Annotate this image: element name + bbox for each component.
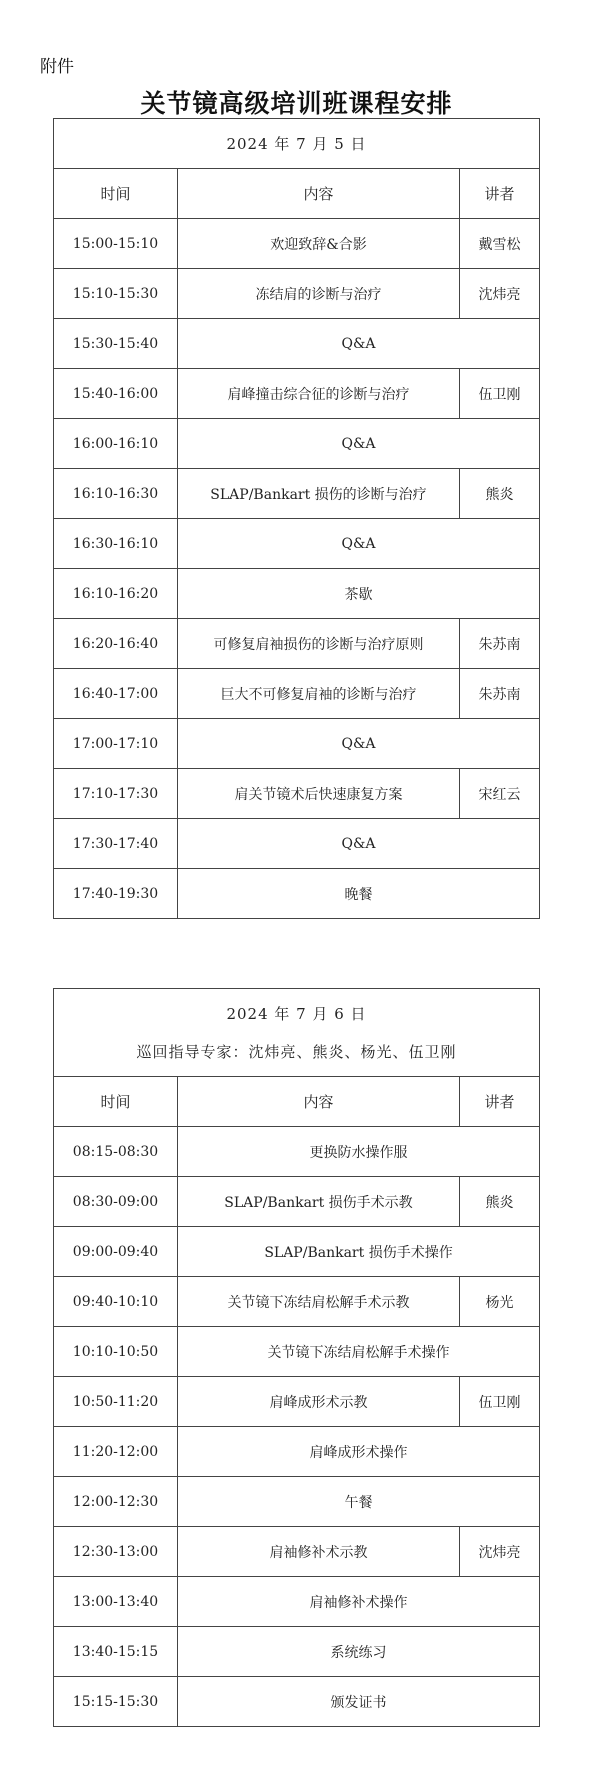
table-row — [54, 1377, 540, 1427]
content-cell: 巨大不可修复肩袖的诊断与治疗 — [178, 669, 460, 719]
table-row — [54, 819, 540, 869]
inspection-experts: 巡回指导专家：沈炜亮、熊炎、杨光、伍卫刚 — [136, 1042, 457, 1061]
content-cell: 关节镜下冻结肩松解手术示教 — [178, 1277, 460, 1327]
date-text: 2024 年 7 月 6 日 — [226, 1004, 367, 1023]
page-title: 关节镜高级培训班课程安排 — [140, 89, 453, 118]
content-cell: Q&A — [178, 319, 540, 369]
content-cell: 可修复肩袖损伤的诊断与治疗原则 — [178, 619, 460, 669]
header-speaker: 讲者 — [460, 1077, 540, 1127]
table-row — [54, 219, 540, 269]
time-cell: 17:30-17:40 — [54, 819, 178, 869]
time-cell: 16:10-16:30 — [54, 469, 178, 519]
table-row — [54, 1677, 540, 1727]
table-row — [54, 1527, 540, 1577]
table-row — [54, 319, 540, 369]
content-cell: 欢迎致辞&合影 — [178, 219, 460, 269]
time-cell: 11:20-12:00 — [54, 1427, 178, 1477]
time-cell: 15:10-15:30 — [54, 269, 178, 319]
table-row — [54, 1577, 540, 1627]
content-cell: Q&A — [178, 419, 540, 469]
time-cell: 15:15-15:30 — [54, 1677, 178, 1727]
table-row — [54, 269, 540, 319]
time-cell: 15:30-15:40 — [54, 319, 178, 369]
time-cell: 12:00-12:30 — [54, 1477, 178, 1527]
content-cell: SLAP/Bankart 损伤手术示教 — [178, 1177, 460, 1227]
content-cell: 更换防水操作服 — [178, 1127, 540, 1177]
time-cell: 16:30-16:10 — [54, 519, 178, 569]
date-row — [54, 119, 540, 169]
speaker-cell: 宋红云 — [460, 769, 540, 819]
time-cell: 16:10-16:20 — [54, 569, 178, 619]
content-cell: 系统练习 — [178, 1627, 540, 1677]
table-row — [54, 1177, 540, 1227]
table-row — [54, 569, 540, 619]
content-cell: 肩袖修补术操作 — [178, 1577, 540, 1627]
time-cell: 15:00-15:10 — [54, 219, 178, 269]
time-cell: 08:15-08:30 — [54, 1127, 178, 1177]
time-cell: 13:40-15:15 — [54, 1627, 178, 1677]
header-time: 时间 — [54, 169, 178, 219]
speaker-cell: 沈炜亮 — [460, 269, 540, 319]
table-row — [54, 1327, 540, 1377]
time-cell: 17:10-17:30 — [54, 769, 178, 819]
speaker-cell: 朱苏南 — [460, 619, 540, 669]
time-cell: 15:40-16:00 — [54, 369, 178, 419]
table-row — [54, 669, 540, 719]
content-cell: 肩峰成形术示教 — [178, 1377, 460, 1427]
content-cell: Q&A — [178, 819, 540, 869]
time-cell: 12:30-13:00 — [54, 1527, 178, 1577]
content-cell: 肩峰成形术操作 — [178, 1427, 540, 1477]
table-row — [54, 719, 540, 769]
date-row — [54, 989, 540, 1077]
schedule-table-day2 — [53, 988, 540, 1727]
table-row — [54, 1127, 540, 1177]
header-speaker: 讲者 — [460, 169, 540, 219]
table-row — [54, 619, 540, 669]
table-row — [54, 519, 540, 569]
speaker-cell: 戴雪松 — [460, 219, 540, 269]
content-cell: Q&A — [178, 519, 540, 569]
content-cell: 肩关节镜术后快速康复方案 — [178, 769, 460, 819]
table-row — [54, 1227, 540, 1277]
time-cell: 10:10-10:50 — [54, 1327, 178, 1377]
content-cell: 肩袖修补术示教 — [178, 1527, 460, 1577]
time-cell: 16:00-16:10 — [54, 419, 178, 469]
time-cell: 08:30-09:00 — [54, 1177, 178, 1227]
time-cell: 16:40-17:00 — [54, 669, 178, 719]
table-row — [54, 769, 540, 819]
table-row — [54, 1477, 540, 1527]
table-row — [54, 1277, 540, 1327]
content-cell: SLAP/Bankart 损伤手术操作 — [178, 1227, 540, 1277]
speaker-cell: 伍卫刚 — [460, 1377, 540, 1427]
table-row — [54, 369, 540, 419]
speaker-cell: 杨光 — [460, 1277, 540, 1327]
content-cell: 午餐 — [178, 1477, 540, 1527]
date-cell — [54, 989, 540, 1077]
header-row — [54, 169, 540, 219]
table-row — [54, 1427, 540, 1477]
content-cell: Q&A — [178, 719, 540, 769]
date-cell: 2024 年 7 月 5 日 — [54, 119, 540, 169]
schedule-table-day1 — [53, 118, 540, 919]
content-cell: 肩峰撞击综合征的诊断与治疗 — [178, 369, 460, 419]
speaker-cell: 沈炜亮 — [460, 1527, 540, 1577]
header-content: 内容 — [178, 169, 460, 219]
table-row — [54, 1627, 540, 1677]
time-cell: 17:40-19:30 — [54, 869, 178, 919]
table-row — [54, 419, 540, 469]
content-cell: 冻结肩的诊断与治疗 — [178, 269, 460, 319]
header-time: 时间 — [54, 1077, 178, 1127]
table-row — [54, 869, 540, 919]
speaker-cell: 朱苏南 — [460, 669, 540, 719]
content-cell: 关节镜下冻结肩松解手术操作 — [178, 1327, 540, 1377]
content-cell: SLAP/Bankart 损伤的诊断与治疗 — [178, 469, 460, 519]
time-cell: 10:50-11:20 — [54, 1377, 178, 1427]
attachment-label: 附件 — [40, 57, 74, 77]
speaker-cell: 熊炎 — [460, 469, 540, 519]
time-cell: 09:00-09:40 — [54, 1227, 178, 1277]
header-content: 内容 — [178, 1077, 460, 1127]
table-row — [54, 469, 540, 519]
speaker-cell: 熊炎 — [460, 1177, 540, 1227]
content-cell: 颁发证书 — [178, 1677, 540, 1727]
time-cell: 17:00-17:10 — [54, 719, 178, 769]
header-row — [54, 1077, 540, 1127]
time-cell: 13:00-13:40 — [54, 1577, 178, 1627]
time-cell: 16:20-16:40 — [54, 619, 178, 669]
content-cell: 茶歇 — [178, 569, 540, 619]
speaker-cell: 伍卫刚 — [460, 369, 540, 419]
time-cell: 09:40-10:10 — [54, 1277, 178, 1327]
content-cell: 晚餐 — [178, 869, 540, 919]
